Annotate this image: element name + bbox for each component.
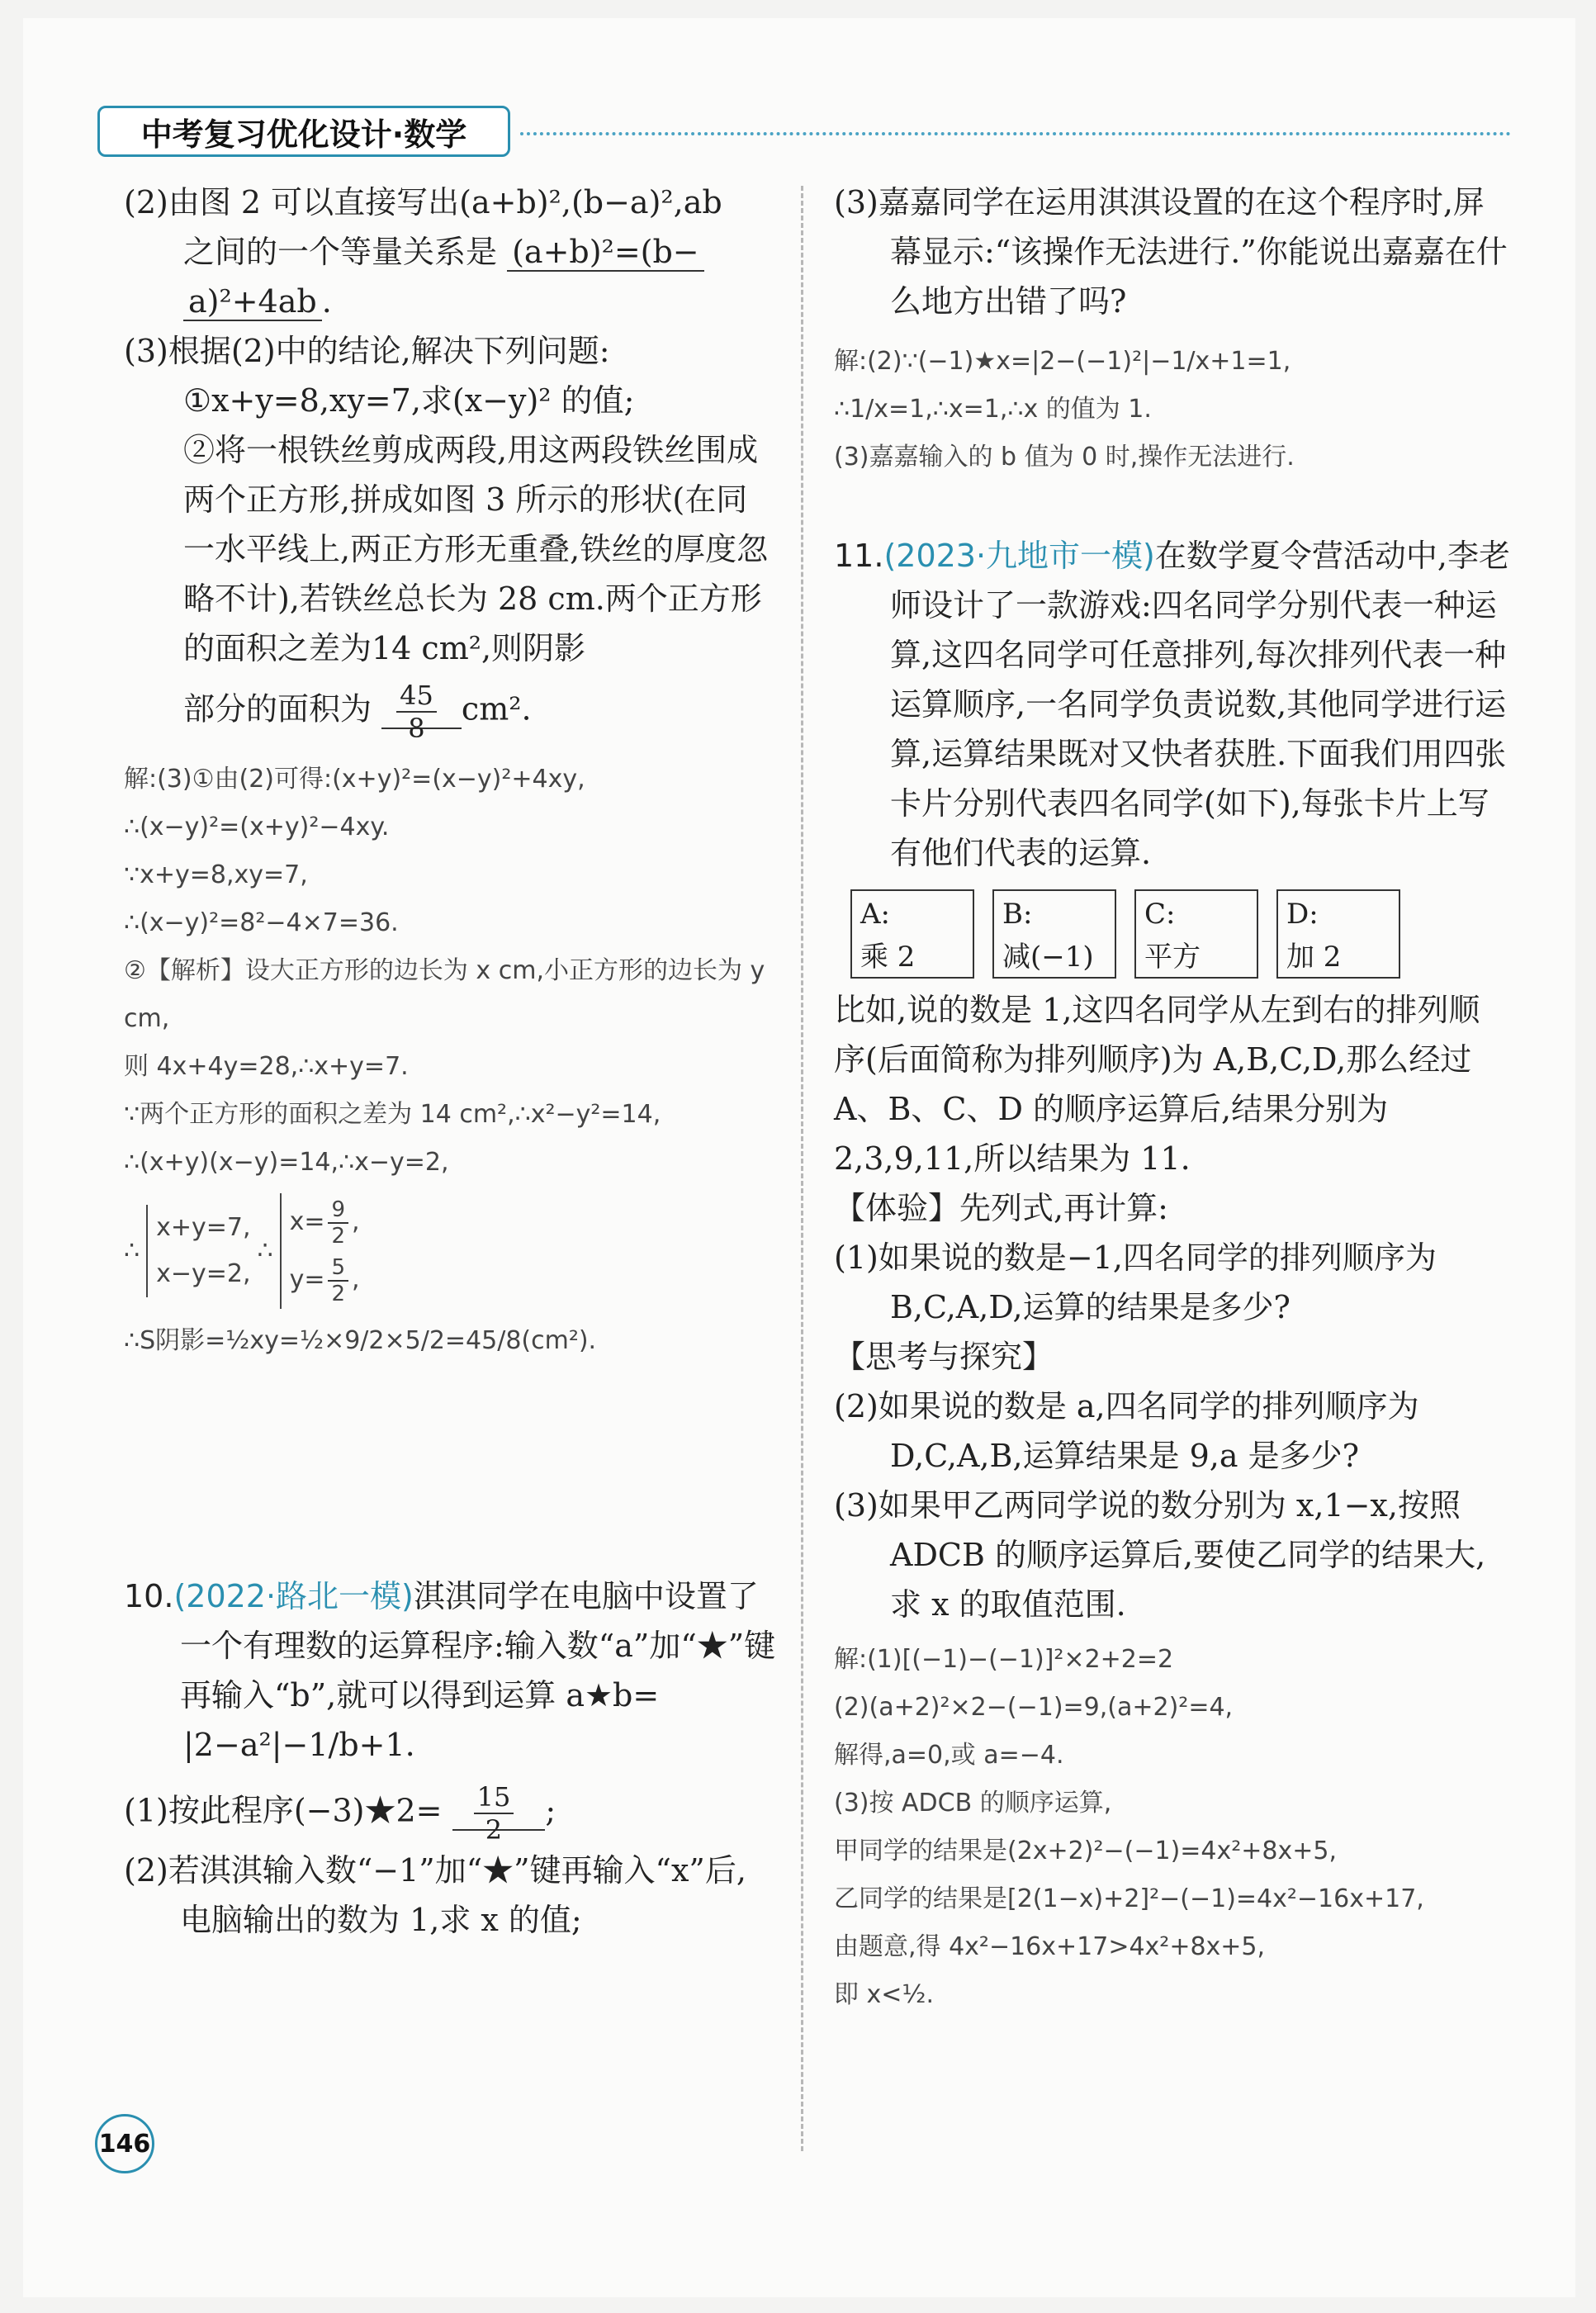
system-2-eq2: y= $\frac{5}{2}$ , bbox=[289, 1254, 360, 1306]
q3-part1: ①x+y=8,xy=7,求(x−y)² 的值; bbox=[183, 382, 635, 419]
system-1-eq2: x−y=2, bbox=[156, 1259, 251, 1288]
q2-relation bbox=[124, 227, 776, 277]
q10-part1-end: ; bbox=[545, 1792, 556, 1829]
left-column bbox=[124, 178, 776, 1945]
equation-systems bbox=[124, 1193, 776, 1309]
eq-lhs: x= bbox=[289, 1207, 325, 1236]
card-operation: 加 2 bbox=[1286, 941, 1342, 974]
solution-line: 乙同学的结果是[2(1−x)+2]²−(−1)=4x²−16x+17, bbox=[834, 1884, 1424, 1913]
q3-part2-unit: cm². bbox=[461, 690, 532, 728]
fraction bbox=[328, 1197, 348, 1249]
solution-line: ∴(x−y)²=(x+y)²−4xy. bbox=[124, 813, 390, 841]
solution-line: (3)按 ADCB 的顺序运算, bbox=[834, 1789, 1112, 1818]
q10-formula: |2−a²|−1/b+1. bbox=[183, 1727, 415, 1763]
card-title: D: bbox=[1286, 898, 1319, 931]
solution-line: 解:(3)①由(2)可得:(x+y)²=(x−y)²+4xy, bbox=[124, 765, 585, 794]
system-2 bbox=[280, 1193, 360, 1309]
q10-stem bbox=[124, 1571, 776, 1720]
fraction bbox=[328, 1255, 348, 1306]
solution-line: ②【解析】设大正方形的边长为 x cm,小正方形的边长为 y cm, bbox=[124, 956, 765, 1033]
solution-line: 解得,a=0,或 a=−4. bbox=[834, 1741, 1064, 1770]
fraction-numerator: 15 bbox=[474, 1781, 514, 1814]
q2-relation-prefix: 之间的一个等量关系是 bbox=[183, 234, 498, 270]
card-d bbox=[1276, 889, 1400, 979]
q3-part2-answer bbox=[381, 680, 462, 744]
q11-stem bbox=[834, 531, 1511, 878]
fraction-denominator: 2 bbox=[331, 1281, 346, 1306]
page-header-title: 中考复习优化设计·数学 bbox=[97, 106, 510, 157]
q11-number: 11. bbox=[834, 538, 884, 574]
solution-line: (2)(a+2)²×2−(−1)=9,(a+2)²=4, bbox=[834, 1693, 1234, 1722]
fraction-numerator: 5 bbox=[328, 1255, 348, 1282]
card-operation: 减(−1) bbox=[1002, 941, 1094, 974]
q10-part1-fraction bbox=[474, 1781, 514, 1846]
card-title: A: bbox=[860, 898, 891, 931]
card-operation: 乘 2 bbox=[860, 941, 916, 974]
q11-source: (2023·九地市一模) bbox=[883, 538, 1155, 574]
q3-part2-answer-prefix: 部分的面积为 bbox=[183, 690, 372, 728]
therefore-symbol: ∴ bbox=[124, 1236, 140, 1265]
operation-cards bbox=[850, 889, 1511, 979]
fraction-numerator: 45 bbox=[396, 680, 437, 713]
solution-line: ∴(x−y)²=8²−4×7=36. bbox=[124, 908, 399, 937]
q11-part2: (2)如果说的数是 a,四名同学的排列顺序为 D,C,A,B,运算结果是 9,a 是多少? bbox=[834, 1388, 1419, 1474]
page-number: 146 bbox=[95, 2114, 154, 2173]
q3-part2-fraction bbox=[396, 680, 437, 744]
think-title: 【思考与探究】 bbox=[834, 1339, 1054, 1375]
experience-title: 【体验】先列式,再计算: bbox=[834, 1190, 1168, 1226]
solution-line: 由题意,得 4x²−16x+17>4x²+8x+5, bbox=[834, 1932, 1266, 1961]
q10-number: 10. bbox=[124, 1578, 174, 1614]
q10-text: 淇淇同学在电脑中设置了一个有理数的运算程序:输入数“a”加“★”键再输入“b”,就可以得到运算 a★b= bbox=[180, 1578, 776, 1713]
fraction-numerator: 9 bbox=[328, 1197, 348, 1224]
system-2-eq1: x= $\frac{9}{2}$ , bbox=[289, 1197, 360, 1249]
q3-text: (3)根据(2)中的结论,解决下列问题: bbox=[124, 333, 610, 369]
solution-line: ∴1/x=1,∴x=1,∴x 的值为 1. bbox=[834, 395, 1152, 424]
solution-line: ∵x+y=8,xy=7, bbox=[124, 860, 308, 889]
card-c bbox=[1134, 889, 1258, 979]
shaded-area-result: ∴S阴影=½xy=½×9/2×5/2=45/8(cm²). bbox=[124, 1326, 597, 1355]
solution-block-q11 bbox=[834, 1636, 1511, 2019]
system-1 bbox=[146, 1205, 250, 1297]
solution-line: ∴(x+y)(x−y)=14,∴x−y=2, bbox=[124, 1148, 449, 1177]
solution-line: 甲同学的结果是(2x+2)²−(−1)=4x²+8x+5, bbox=[834, 1837, 1338, 1865]
system-1-eq1: x+y=7, bbox=[156, 1213, 251, 1242]
solution-block-q3 bbox=[124, 756, 776, 1365]
q2-answer-line2: a)²+4ab . bbox=[124, 277, 776, 326]
solution-block-q10 bbox=[834, 338, 1511, 481]
solution-line: (3)嘉嘉输入的 b 值为 0 时,操作无法进行. bbox=[834, 443, 1295, 472]
q10-part2: (2)若淇淇输入数“−1”加“★”键再输入“x”后,电脑输出的数为 1,求 x 的值; bbox=[124, 1852, 746, 1938]
q2-text: (2)由图 2 可以直接写出(a+b)²,(b−a)²,ab bbox=[124, 184, 722, 220]
q2-answer-part2: a)²+4ab bbox=[183, 283, 322, 321]
solution-line: 解:(2)∵(−1)★x=|2−(−1)²|−1/x+1=1, bbox=[834, 347, 1291, 376]
solution-line: ∵两个正方形的面积之差为 14 cm²,∴x²−y²=14, bbox=[124, 1100, 661, 1129]
card-operation: 平方 bbox=[1144, 941, 1201, 974]
therefore-symbol: ∴ bbox=[257, 1236, 273, 1265]
q10-source: (2022·路北一模) bbox=[173, 1578, 414, 1614]
q10-part1-text: (1)按此程序(−3)★2= bbox=[124, 1792, 443, 1829]
q11-part1: (1)如果说的数是−1,四名同学的排列顺序为 B,C,A,D,运算的结果是多少? bbox=[834, 1239, 1437, 1325]
solution-line: 即 x<½. bbox=[834, 1980, 935, 2009]
q2-answer-part1: (a+b)²=(b− bbox=[507, 234, 704, 272]
column-divider bbox=[801, 186, 803, 2151]
card-title: B: bbox=[1002, 898, 1033, 931]
solution-line: 则 4x+4y=28,∴x+y=7. bbox=[124, 1052, 409, 1081]
solution-line: 解:(1)[(−1)−(−1)]²×2+2=2 bbox=[834, 1645, 1174, 1674]
q11-example: 比如,说的数是 1,这四名同学从左到右的排列顺序(后面简称为排列顺序)为 A,B,C,D,那么经过 A、B、C、D 的顺序运算后,结果分别为 2,3,9,11,所以结果为 11. bbox=[834, 992, 1480, 1177]
q3-part2-answer-line bbox=[124, 680, 776, 744]
right-column bbox=[834, 178, 1511, 2019]
header-dotted-rule bbox=[520, 132, 1511, 135]
fraction-denominator: 8 bbox=[408, 713, 425, 744]
eq-lhs: y= bbox=[289, 1265, 325, 1294]
q3-part2: ②将一根铁丝剪成两段,用这两段铁丝围成两个正方形,拼成如图 3 所示的形状(在同一水平线上,两正方形无重叠,铁丝的厚度忽略不计),若铁丝总长为 28 cm.两个正方形的面积之差为14 cm²,则阴影 bbox=[183, 432, 769, 666]
fraction-denominator: 2 bbox=[485, 1814, 503, 1846]
q10-part1-answer bbox=[452, 1781, 546, 1846]
q11-text: 在数学夏令营活动中,李老师设计了一款游戏:四名同学分别代表一种运算,这四名同学可任意排列,每次排列代表一种运算顺序,一名同学负责说数,其他同学进行运算,运算结果既对又快者获胜.下面我们用四张卡片分别代表四名同学(如下),每张卡片上写有他们代表的运算. bbox=[890, 538, 1510, 871]
card-title: C: bbox=[1144, 898, 1176, 931]
q10-part1 bbox=[124, 1781, 776, 1846]
fraction-denominator: 2 bbox=[331, 1223, 346, 1249]
q10-part3: (3)嘉嘉同学在运用淇淇设置的在这个程序时,屏幕显示:“该操作无法进行.”你能说出嘉嘉在什么地方出错了吗? bbox=[834, 184, 1508, 320]
card-a bbox=[850, 889, 974, 979]
card-b bbox=[992, 889, 1116, 979]
q11-part3: (3)如果甲乙两同学说的数分别为 x,1−x,按照 ADCB 的顺序运算后,要使乙同学的结果大,求 x 的取值范围. bbox=[834, 1487, 1486, 1623]
